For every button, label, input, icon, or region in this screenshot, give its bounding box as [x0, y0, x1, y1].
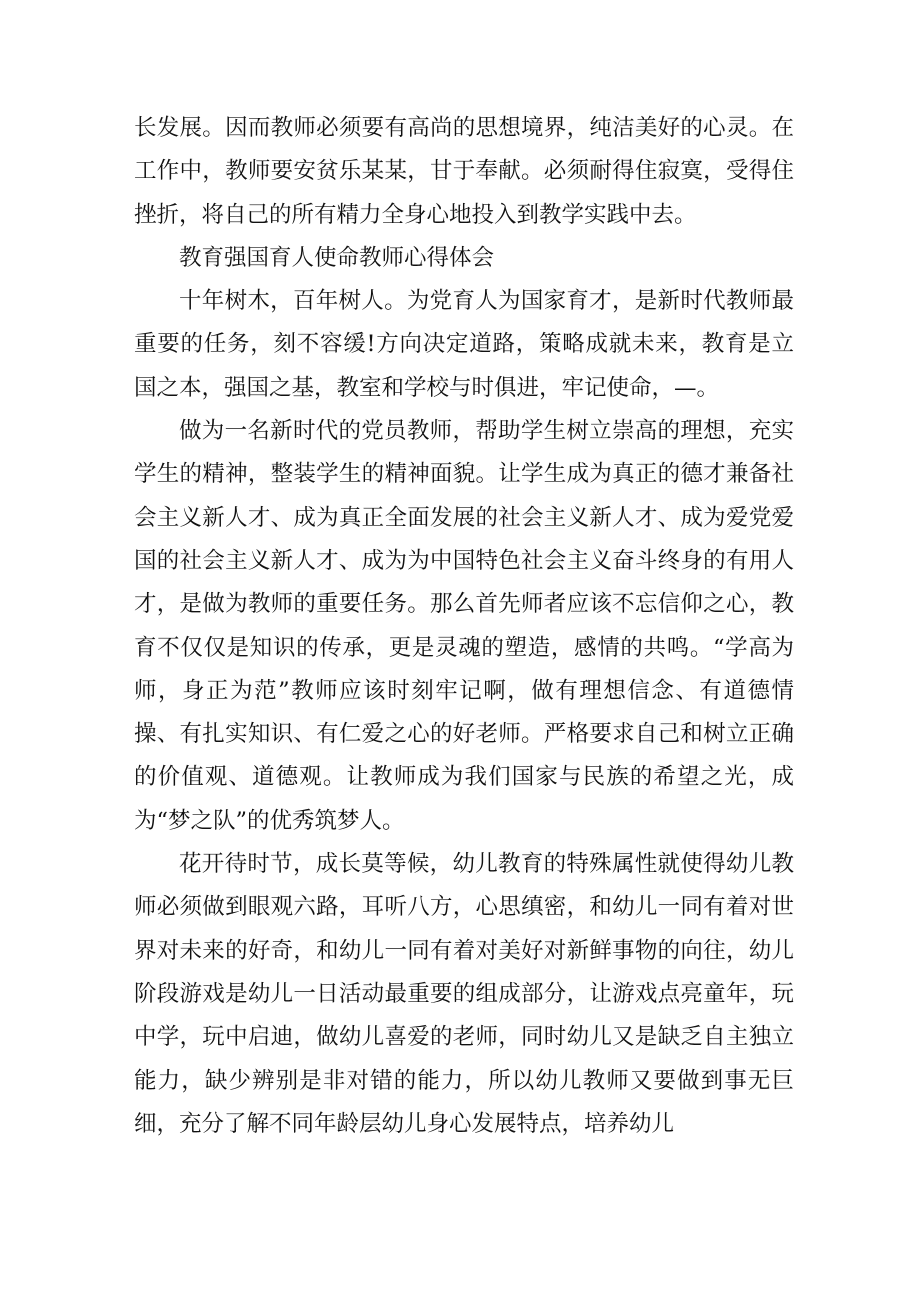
section-heading: 教育强国育人使命教师心得体会 [179, 244, 495, 271]
paragraph-party-teacher: 做为一名新时代的党员教师，帮助学生树立崇高的理想，充实学生的精神，整装学生的精神面貌。让学生成为真正的德才兼备社会主义新人才、成为真正全面发展的社会主义新人才、成为爱党爱国的社会主义新人才、成为为中国特色社会主义奋斗终身的有用人才，是做为教师的重要任务。那么首先师者应该不忘信仰之心，教育不仅仅是知识的传承，更是灵魂的塑造，感情的共鸣。“学高为师，身正为范”教师应该时刻牢记啊，做有理想信念、有道德情操、有扎实知识、有仁爱之心的好老师。严格要求自己和树立正确的价值观、道德观。让教师成为我们国家与民族的希望之光，成为“梦之队”的优秀筑梦人。 [134, 418, 794, 834]
paragraph-continuation: 长发展。因而教师必须要有高尚的思想境界，纯洁美好的心灵。在工作中，教师要安贫乐某某，甘于奉献。必须耐得住寂寞，受得住挫折，将自己的所有精力全身心地投入到教学实践中去。 [134, 115, 794, 228]
document-body [134, 107, 794, 1146]
paragraph-intro: 十年树木，百年树人。为党育人为国家育才，是新时代教师最重要的任务，刻不容缓!方向决定道路，策略成就未来，教育是立国之本，强国之基，教室和学校与时俱进，牢记使命，—。 [134, 288, 794, 401]
paragraph-early-childhood: 花开待时节，成长莫等候，幼儿教育的特殊属性就使得幼儿教师必须做到眼观六路，耳听八方，心思缜密，和幼儿一同有着对世界对未来的好奇，和幼儿一同有着对美好对新鲜事物的向往，幼儿阶段游戏是幼儿一日活动最重要的组成部分，让游戏点亮童年，玩中学，玩中启迪，做幼儿喜爱的老师，同时幼儿又是缺乏自主独立能力，缺少辨别是非对错的能力，所以幼儿教师又要做到事无巨细，充分了解不同年龄层幼儿身心发展特点，培养幼儿 [134, 851, 794, 1137]
